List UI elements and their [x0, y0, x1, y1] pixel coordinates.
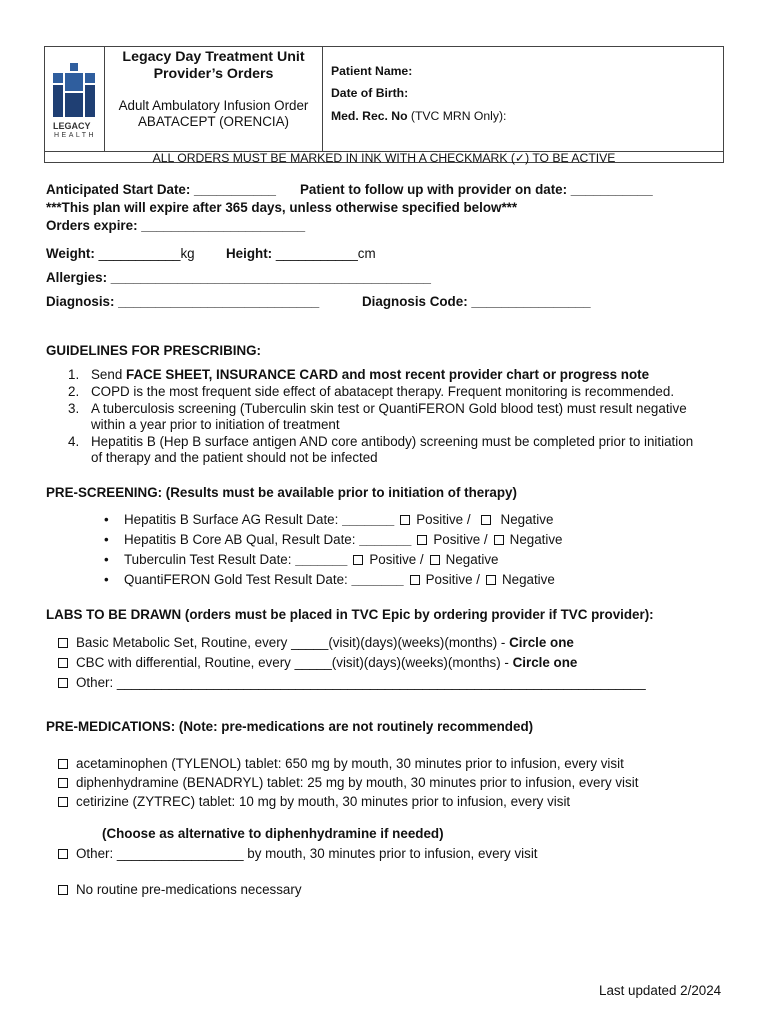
- negative-checkbox[interactable]: [494, 535, 504, 545]
- result-date-blank[interactable]: _______: [359, 532, 412, 547]
- negative-checkbox[interactable]: [481, 515, 491, 525]
- premed-item-diphenhydramine: [58, 775, 638, 790]
- logo-text: LEGACY: [53, 121, 91, 131]
- title-cell: [105, 47, 323, 151]
- negative-checkbox[interactable]: [430, 555, 440, 565]
- bmp-checkbox[interactable]: [58, 638, 68, 648]
- lab-item-bmp: [58, 635, 574, 650]
- guideline-item-2: COPD is the most frequent side effect of abatacept therapy. Frequent monitoring is recommended.: [91, 384, 675, 399]
- cbc-label: CBC with differential, Routine, every _____(visit)(days)(weeks)(months) -: [76, 655, 513, 670]
- mrn-note: (TVC MRN Only):: [407, 109, 507, 123]
- checkmark-banner: ALL ORDERS MUST BE MARKED IN INK WITH A CHECKMARK (✓) TO BE ACTIVE: [45, 151, 723, 163]
- drug-name: ABATACEPT (ORENCIA): [137, 114, 290, 129]
- unit-title: Legacy Day Treatment Unit: [122, 49, 305, 65]
- premeds-heading: PRE-MEDICATIONS: (Note: pre-medications are not routinely recommended): [46, 719, 534, 734]
- circle-one-label: Circle one: [512, 655, 578, 670]
- diagnosis-field[interactable]: Diagnosis: ___________________________: [46, 294, 320, 309]
- logo-subtext: HEALTH: [54, 132, 97, 139]
- lab-item-cbc: [58, 655, 577, 670]
- premed-other-checkbox[interactable]: [58, 849, 68, 859]
- diphenhydramine-label: diphenhydramine (BENADRYL) tablet: 25 mg by mouth, 30 minutes prior to infusion, every visit: [76, 775, 639, 790]
- guideline-number: 4.: [68, 434, 80, 449]
- height-label: Height:: [226, 246, 276, 261]
- premed-item-acetaminophen: [58, 756, 624, 771]
- alternative-heading: (Choose as alternative to diphenhydramine if needed): [102, 826, 444, 841]
- diphenhydramine-checkbox[interactable]: [58, 778, 68, 788]
- positive-checkbox[interactable]: [353, 555, 363, 565]
- last-updated: Last updated 2/2024: [599, 983, 722, 998]
- cetirizine-checkbox[interactable]: [58, 797, 68, 807]
- bullet: •: [104, 532, 109, 547]
- guideline-number: 3.: [68, 401, 80, 416]
- result-date-blank[interactable]: _______: [351, 572, 404, 587]
- lab-other-checkbox[interactable]: [58, 678, 68, 688]
- patient-name-label: Patient Name:: [331, 64, 413, 78]
- positive-label: Positive /: [369, 552, 424, 567]
- prescreen-item-hep-b-surface: [124, 512, 553, 527]
- bullet: •: [104, 552, 109, 567]
- no-premeds-checkbox[interactable]: [58, 885, 68, 895]
- orders-expire-field[interactable]: Orders expire: ______________________: [46, 218, 306, 233]
- premed-item-cetirizine: [58, 794, 570, 809]
- guideline-number: 2.: [68, 384, 80, 399]
- prescreening-heading: PRE-SCREENING: (Results must be available prior to initiation of therapy): [46, 485, 517, 500]
- circle-one-label: Circle one: [509, 635, 574, 650]
- premed-item-none: [58, 882, 302, 897]
- mrn-label: Med. Rec. No: [331, 109, 408, 123]
- guideline-item-1-bold: FACE SHEET, INSURANCE CARD and most recent provider chart or progress note: [126, 367, 650, 382]
- no-premeds-label: No routine pre-medications necessary: [76, 882, 302, 897]
- logo-cell: [45, 47, 105, 151]
- height-field[interactable]: [226, 246, 376, 261]
- negative-label: Negative: [509, 532, 563, 547]
- guideline-item-1-prefix: Send: [91, 367, 126, 382]
- guidelines-heading: GUIDELINES FOR PRESCRIBING:: [46, 343, 262, 358]
- positive-label: Positive /: [433, 532, 488, 547]
- negative-label: Negative: [500, 512, 554, 527]
- guideline-item-4a: Hepatitis B (Hep B surface antigen AND core antibody) screening must be completed prior to initiation: [91, 434, 694, 449]
- prescreen-item-quantiferon: [124, 572, 555, 587]
- result-date-blank[interactable]: _______: [295, 552, 348, 567]
- expire-note: ***This plan will expire after 365 days, unless otherwise specified below***: [46, 200, 518, 215]
- prescreen-label: Hepatitis B Surface AG Result Date:: [124, 512, 343, 527]
- lab-other-field[interactable]: Other: _______________________________________________________________________: [76, 675, 646, 690]
- allergies-field[interactable]: Allergies: ___________________________________________: [46, 270, 431, 285]
- acetaminophen-label: acetaminophen (TYLENOL) tablet: 650 mg by mouth, 30 minutes prior to infusion, every visit: [76, 756, 624, 771]
- mrn-line: [331, 109, 506, 123]
- guideline-item-1: [91, 367, 649, 382]
- header-box: [44, 46, 724, 163]
- positive-checkbox[interactable]: [410, 575, 420, 585]
- legacy-logo-icon: [53, 63, 97, 119]
- prescreen-item-hep-b-core: [124, 532, 563, 547]
- negative-label: Negative: [501, 572, 555, 587]
- guideline-item-3b: within a year prior to initiation of treatment: [91, 417, 340, 432]
- negative-label: Negative: [445, 552, 499, 567]
- cetirizine-label: cetirizine (ZYTREC) tablet: 10 mg by mouth, 30 minutes prior to infusion, every visit: [76, 794, 571, 809]
- positive-checkbox[interactable]: [417, 535, 427, 545]
- positive-label: Positive /: [425, 572, 480, 587]
- positive-checkbox[interactable]: [400, 515, 410, 525]
- prescreen-item-tuberculin: [124, 552, 499, 567]
- premed-other-field[interactable]: Other: _________________ by mouth, 30 minutes prior to infusion, every visit: [76, 846, 538, 861]
- positive-label: Positive /: [416, 512, 471, 527]
- lab-item-other: [58, 675, 646, 690]
- orders-title: Provider’s Orders: [153, 66, 274, 82]
- negative-checkbox[interactable]: [486, 575, 496, 585]
- prescreen-label: Hepatitis B Core AB Qual, Result Date:: [124, 532, 360, 547]
- follow-up-field[interactable]: Patient to follow up with provider on date: ___________: [300, 182, 653, 197]
- acetaminophen-checkbox[interactable]: [58, 759, 68, 769]
- order-type: Adult Ambulatory Infusion Order: [118, 98, 309, 113]
- weight-field[interactable]: [46, 246, 195, 261]
- prescreen-label: Tuberculin Test Result Date:: [124, 552, 296, 567]
- weight-label: Weight:: [46, 246, 99, 261]
- result-date-blank[interactable]: _______: [342, 512, 395, 527]
- premed-item-other: [58, 846, 538, 861]
- start-date-field[interactable]: Anticipated Start Date: ___________: [46, 182, 276, 197]
- bullet: •: [104, 512, 109, 527]
- bullet: •: [104, 572, 109, 587]
- weight-blank: ___________kg: [98, 246, 195, 261]
- cbc-checkbox[interactable]: [58, 658, 68, 668]
- prescreen-label: QuantiFERON Gold Test Result Date:: [124, 572, 352, 587]
- guideline-number: 1.: [68, 367, 80, 382]
- guideline-item-3a: A tuberculosis screening (Tuberculin skin test or QuantiFERON Gold blood test) must result negative: [91, 401, 687, 416]
- dob-label: Date of Birth:: [331, 86, 409, 100]
- diagnosis-code-field[interactable]: Diagnosis Code: ________________: [362, 294, 591, 309]
- height-blank: ___________cm: [275, 246, 376, 261]
- bmp-label: Basic Metabolic Set, Routine, every _____(visit)(days)(weeks)(months) -: [76, 635, 510, 650]
- labs-heading: LABS TO BE DRAWN (orders must be placed in TVC Epic by ordering provider if TVC provider):: [46, 607, 654, 622]
- guideline-item-4b: of therapy and the patient should not be infected: [91, 450, 378, 465]
